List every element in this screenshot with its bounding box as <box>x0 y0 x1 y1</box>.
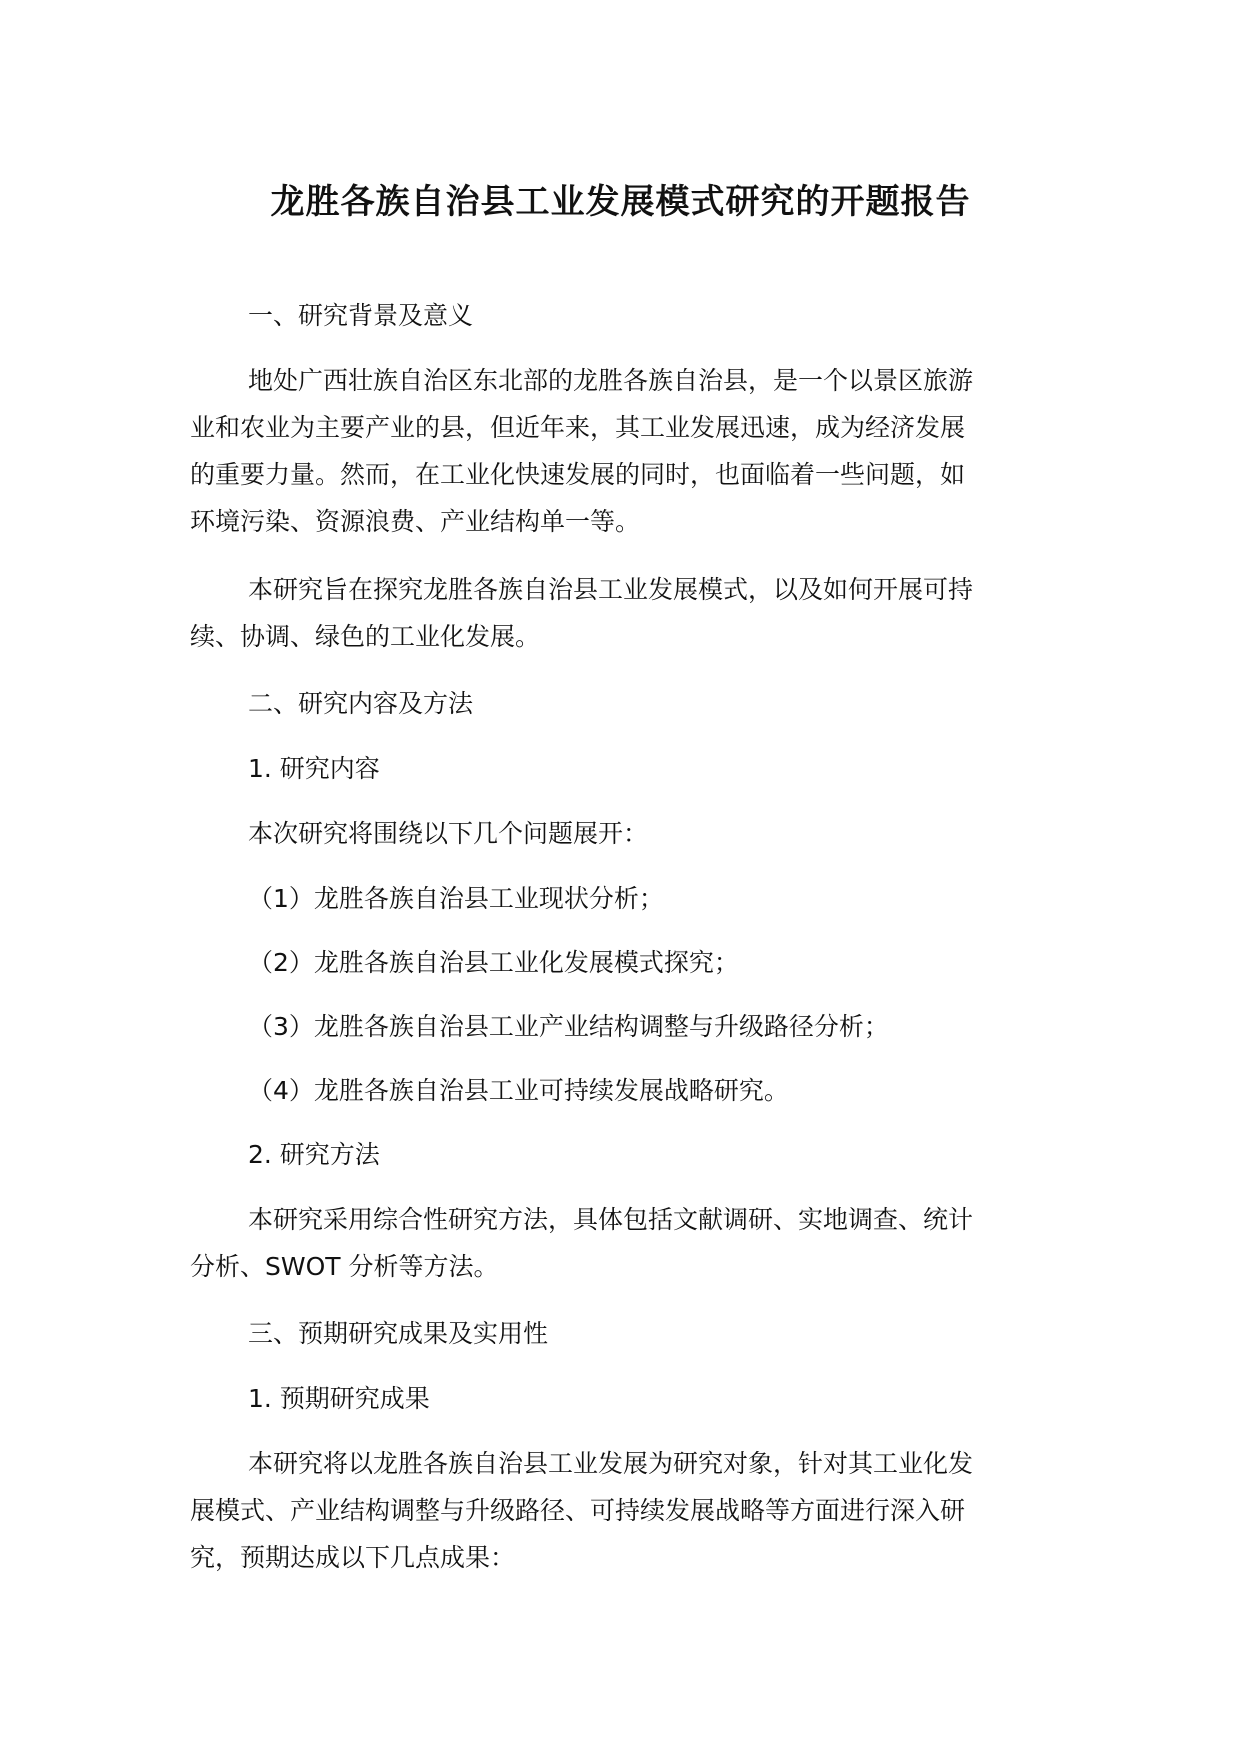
paragraph-line: 本研究将以龙胜各族自治县工业发展为研究对象，针对其工业化发 <box>248 1449 974 1478</box>
paragraph-line: 本次研究将围绕以下几个问题展开： <box>248 819 649 848</box>
paragraph-line: 本研究采用综合性研究方法，具体包括文献调研、实地调查、统计 <box>248 1205 974 1234</box>
subheading-expected-results: 1. 预期研究成果 <box>248 1384 430 1413</box>
paragraph-line: 地处广西壮族自治区东北部的龙胜各族自治县，是一个以景区旅游 <box>248 366 974 395</box>
section-heading-1: 一、研究背景及意义 <box>248 301 474 330</box>
paragraph-line: 续、协调、绿色的工业化发展。 <box>190 622 541 651</box>
list-item: （3）龙胜各族自治县工业产业结构调整与升级路径分析； <box>248 1012 889 1041</box>
paragraph-line: 本研究旨在探究龙胜各族自治县工业发展模式，以及如何开展可持 <box>248 575 974 604</box>
paragraph-line: 的重要力量。然而，在工业化快速发展的同时，也面临着一些问题，如 <box>190 460 966 489</box>
paragraph-line: 分析、SWOT 分析等方法。 <box>190 1252 499 1281</box>
document-title: 龙胜各族自治县工业发展模式研究的开题报告 <box>270 182 971 222</box>
section-heading-2: 二、研究内容及方法 <box>248 689 474 718</box>
section-heading-3: 三、预期研究成果及实用性 <box>248 1319 549 1348</box>
list-item: （2）龙胜各族自治县工业化发展模式探究； <box>248 948 739 977</box>
list-item: （4）龙胜各族自治县工业可持续发展战略研究。 <box>248 1076 789 1105</box>
list-item: （1）龙胜各族自治县工业现状分析； <box>248 884 664 913</box>
paragraph-line: 业和农业为主要产业的县，但近年来，其工业发展迅速，成为经济发展 <box>190 413 966 442</box>
paragraph-line: 展模式、产业结构调整与升级路径、可持续发展战略等方面进行深入研 <box>190 1496 966 1525</box>
paragraph-line: 环境污染、资源浪费、产业结构单一等。 <box>190 507 641 536</box>
subheading-research-method: 2. 研究方法 <box>248 1140 380 1169</box>
paragraph-line: 究，预期达成以下几点成果： <box>190 1543 516 1572</box>
subheading-research-content: 1. 研究内容 <box>248 754 380 783</box>
